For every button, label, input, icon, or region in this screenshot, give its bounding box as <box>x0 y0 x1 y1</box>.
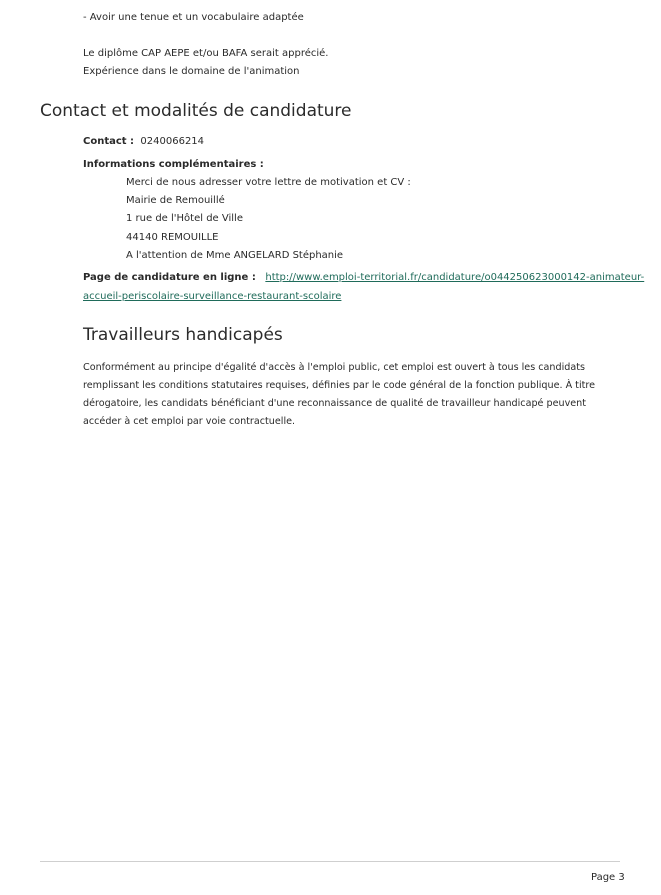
application-link-continued <box>83 288 341 306</box>
handicap-paragraph: Conformément au principe d'égalité d'accès à l'emploi public, cet emploi est ouvert à tous les candidats remplissant les conditions statutaires requises, définies par le code général de la fonction publique. À titre dérogatoire, les candidats bénéficiant d'une reconnaissance de qualité de travailleur handicapé peuvent accéder à cet emploi par voie contractuelle. <box>83 362 596 427</box>
requirement-line: - Avoir une tenue et un vocabulaire adaptée <box>83 12 304 23</box>
diploma-line: Le diplôme CAP AEPE et/ou BAFA serait apprécié. <box>83 48 329 59</box>
info-line: 44140 REMOUILLE <box>126 232 219 243</box>
contact-section-heading: Contact et modalités de candidature <box>40 101 352 121</box>
info-label: Informations complémentaires : <box>83 159 264 170</box>
info-line: Mairie de Remouillé <box>126 195 225 206</box>
info-line: A l'attention de Mme ANGELARD Stéphanie <box>126 250 344 261</box>
contact-phone: 0240066214 <box>140 136 205 147</box>
application-link[interactable]: http://www.emploi-territorial.fr/candidature/o044250623000142-animateur- <box>265 272 645 283</box>
experience-line: Expérience dans le domaine de l'animation <box>83 66 300 77</box>
info-line: Merci de nous adresser votre lettre de motivation et CV : <box>126 177 411 188</box>
application-row <box>83 269 644 287</box>
page-number: Page 3 <box>591 872 625 883</box>
footer-divider <box>40 861 620 862</box>
info-line: 1 rue de l'Hôtel de Ville <box>126 213 243 224</box>
application-label: Page de candidature en ligne : <box>83 272 256 283</box>
application-link-line2[interactable]: accueil-periscolaire-surveillance-restaurant-scolaire <box>83 291 342 302</box>
contact-label: Contact : <box>83 136 135 147</box>
contact-row <box>83 133 204 151</box>
handicap-section-heading: Travailleurs handicapés <box>83 325 283 345</box>
